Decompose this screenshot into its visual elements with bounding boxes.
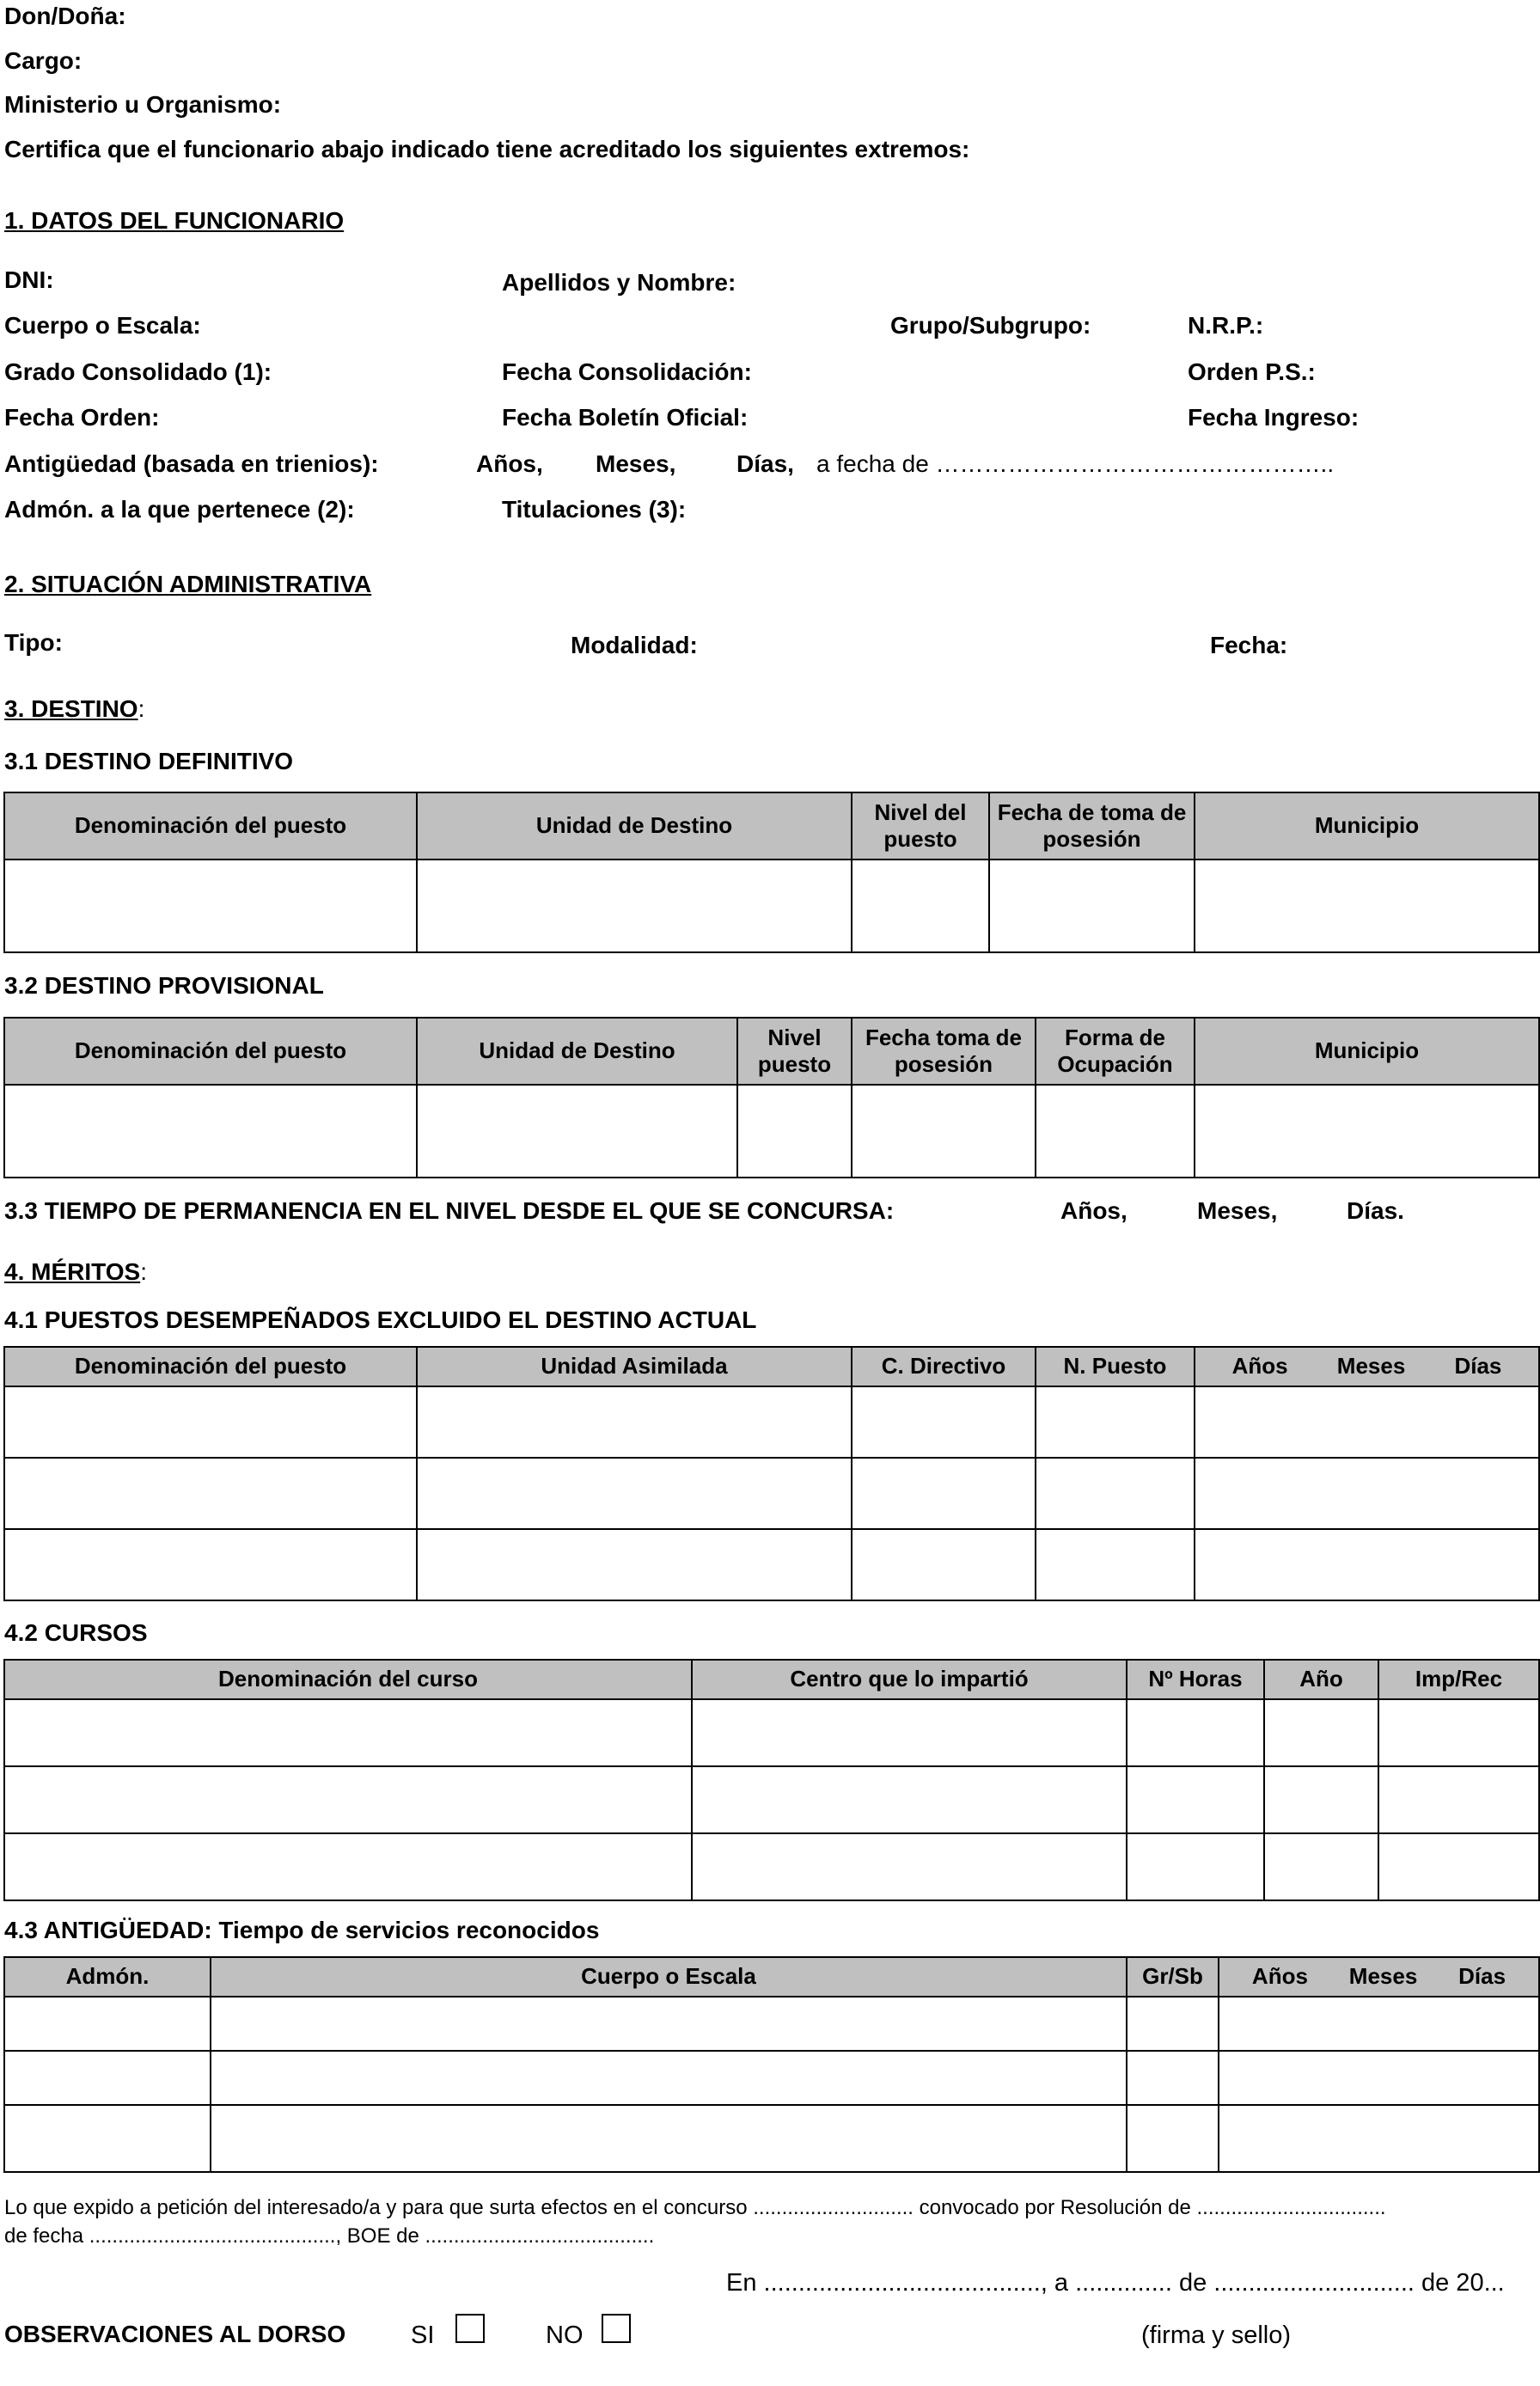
col-fecha-toma-posesion: Fecha toma de posesión: [852, 1018, 1036, 1085]
col-denominacion-puesto: Denominación del puesto: [4, 1018, 417, 1085]
table-cell[interactable]: [1264, 1699, 1378, 1766]
table-cell[interactable]: [4, 1085, 417, 1178]
cargo-label: Cargo:: [4, 47, 82, 74]
table-cell[interactable]: [852, 860, 989, 952]
table-cell[interactable]: [1127, 1766, 1264, 1833]
antiguedad-servicios-title: 4.3 ANTIGÜEDAD: Tiempo de servicios reconocidos: [4, 1917, 600, 1943]
table-row: [4, 1085, 1539, 1178]
section-3-title-text: 3. DESTINO: [4, 695, 138, 722]
col-anos: Años: [1251, 1963, 1308, 1990]
permanencia-title: 3.3 TIEMPO DE PERMANENCIA EN EL NIVEL DESDE EL QUE SE CONCURSA:: [4, 1197, 895, 1224]
destino-definitivo-title: 3.1 DESTINO DEFINITIVO: [4, 748, 294, 774]
permanencia-meses-label: Meses,: [1197, 1197, 1278, 1224]
table-cell[interactable]: [4, 1833, 692, 1900]
table-cell[interactable]: [4, 2051, 211, 2105]
table-row: [4, 860, 1539, 952]
table-cell[interactable]: [1378, 1766, 1539, 1833]
table-cell[interactable]: [692, 1699, 1127, 1766]
table-cell[interactable]: [4, 2105, 211, 2172]
cursos-title: 4.2 CURSOS: [4, 1619, 148, 1646]
col-municipio: Municipio: [1195, 792, 1539, 860]
section-3-colon: :: [138, 695, 145, 722]
firma-sello-text: (firma y sello): [1141, 2322, 1292, 2349]
table-row: [4, 1386, 1539, 1458]
table-cell[interactable]: [1219, 1997, 1539, 2051]
col-dias: Días: [1454, 1353, 1502, 1380]
table-row: [4, 1833, 1539, 1900]
table-cell[interactable]: [417, 1085, 737, 1178]
section-4-title-text: 4. MÉRITOS: [4, 1258, 141, 1285]
col-municipio: Municipio: [1195, 1018, 1539, 1085]
col-nivel-puesto: Nivel puesto: [737, 1018, 852, 1085]
situacion-fecha-label: Fecha:: [1210, 632, 1288, 658]
table-cell[interactable]: [1127, 1833, 1264, 1900]
section-4-colon: :: [140, 1258, 147, 1285]
table-cell[interactable]: [4, 1458, 417, 1529]
col-centro-impartio: Centro que lo impartió: [692, 1660, 1127, 1699]
table-cell[interactable]: [1378, 1833, 1539, 1900]
col-ano: Año: [1264, 1660, 1378, 1699]
grado-label: Grado Consolidado (1):: [4, 358, 272, 385]
table-cell[interactable]: [1195, 1386, 1539, 1458]
expido-text-line-1: Lo que expido a petición del interesado/a y para que surta efectos en el concurso ............................ convocado por Resolución de .................................: [4, 2196, 1386, 2219]
table-cell[interactable]: [1036, 1458, 1195, 1529]
table-cell[interactable]: [852, 1386, 1036, 1458]
observaciones-label: OBSERVACIONES AL DORSO: [4, 2321, 346, 2347]
col-periodo: [1195, 1347, 1539, 1386]
table-cell[interactable]: [1195, 1529, 1539, 1600]
modalidad-label: Modalidad:: [571, 632, 698, 658]
section-1-title: 1. DATOS DEL FUNCIONARIO: [4, 207, 345, 234]
si-checkbox[interactable]: [455, 2314, 485, 2343]
fecha-consolidacion-label: Fecha Consolidación:: [502, 358, 752, 385]
table-cell[interactable]: [1195, 1458, 1539, 1529]
table-cell[interactable]: [211, 2051, 1127, 2105]
table-cell[interactable]: [852, 1085, 1036, 1178]
section-3-title: [4, 697, 144, 721]
table-cell[interactable]: [1195, 860, 1539, 952]
col-meses: Meses: [1348, 1963, 1418, 1990]
col-gr-sb: Gr/Sb: [1127, 1957, 1219, 1997]
antiguedad-anos-label: Años,: [476, 450, 543, 477]
table-cell[interactable]: [1127, 2051, 1219, 2105]
table-cell[interactable]: [4, 860, 417, 952]
table-cell[interactable]: [1127, 2105, 1219, 2172]
expido-text-line-2: de fecha ..........................................., BOE de ........................................: [4, 2224, 655, 2248]
table-cell[interactable]: [4, 1766, 692, 1833]
titulaciones-label: Titulaciones (3):: [502, 496, 687, 523]
table-cell[interactable]: [4, 1529, 417, 1600]
section-2-title: 2. SITUACIÓN ADMINISTRATIVA: [4, 571, 372, 597]
table-row: [4, 1997, 1539, 2051]
table-cell[interactable]: [1378, 1699, 1539, 1766]
col-unidad-asimilada: Unidad Asimilada: [417, 1347, 852, 1386]
table-row: [4, 1529, 1539, 1600]
col-unidad-destino: Unidad de Destino: [417, 1018, 737, 1085]
table-cell[interactable]: [852, 1529, 1036, 1600]
lugar-fecha-text: En ........................................, a .............. de ............................. de 20...: [726, 2269, 1505, 2297]
fecha-ingreso-label: Fecha Ingreso:: [1188, 404, 1360, 431]
col-dias: Días: [1458, 1963, 1506, 1990]
table-cell[interactable]: [1264, 1766, 1378, 1833]
nrp-label: N.R.P.:: [1188, 312, 1264, 339]
table-cell[interactable]: [417, 860, 852, 952]
table-cell[interactable]: [1127, 1997, 1219, 2051]
col-cuerpo-escala: Cuerpo o Escala: [211, 1957, 1127, 1997]
table-cell[interactable]: [1219, 2105, 1539, 2172]
col-denominacion-curso: Denominación del curso: [4, 1660, 692, 1699]
table-cell[interactable]: [852, 1458, 1036, 1529]
puestos-desempenados-title: 4.1 PUESTOS DESEMPEÑADOS EXCLUIDO EL DESTINO ACTUAL: [4, 1306, 757, 1333]
table-cell[interactable]: [989, 860, 1195, 952]
fecha-boletin-label: Fecha Boletín Oficial:: [502, 404, 749, 431]
cursos-table: [3, 1659, 1540, 1901]
table-row: [4, 1766, 1539, 1833]
periodo-group: [1195, 1353, 1538, 1380]
cuerpo-label: Cuerpo o Escala:: [4, 312, 201, 339]
section-4-title: [4, 1260, 147, 1284]
permanencia-anos-label: Años,: [1060, 1197, 1128, 1224]
puestos-desempenados-table: [3, 1346, 1540, 1601]
tipo-label: Tipo:: [4, 629, 63, 656]
table-cell[interactable]: [692, 1766, 1127, 1833]
col-imp-rec: Imp/Rec: [1378, 1660, 1539, 1699]
destino-provisional-title: 3.2 DESTINO PROVISIONAL: [4, 972, 324, 999]
table-row: [4, 2105, 1539, 2172]
orden-ps-label: Orden P.S.:: [1188, 358, 1316, 385]
antiguedad-servicios-table: [3, 1956, 1540, 2173]
dni-label: DNI:: [4, 266, 54, 293]
table-cell[interactable]: [1036, 1085, 1195, 1178]
don-dona-label: Don/Doña:: [4, 3, 126, 29]
col-fecha-toma-posesion: Fecha de toma de posesión: [989, 792, 1195, 860]
fecha-orden-label: Fecha Orden:: [4, 404, 160, 431]
col-admon: Admón.: [4, 1957, 211, 1997]
grupo-label: Grupo/Subgrupo:: [890, 312, 1091, 339]
antiguedad-meses-label: Meses,: [596, 450, 676, 477]
table-row: [4, 1458, 1539, 1529]
table-cell[interactable]: [1036, 1386, 1195, 1458]
col-periodo: [1219, 1957, 1539, 1997]
admon-label: Admón. a la que pertenece (2):: [4, 496, 355, 523]
a-fecha-de-text: a fecha de …………………………………………..: [816, 450, 1335, 477]
table-row: [4, 2051, 1539, 2105]
table-cell[interactable]: [1195, 1085, 1539, 1178]
col-meses: Meses: [1336, 1353, 1406, 1380]
table-cell[interactable]: [417, 1529, 852, 1600]
table-cell[interactable]: [1264, 1833, 1378, 1900]
table-cell[interactable]: [1036, 1529, 1195, 1600]
col-forma-ocupacion: Forma de Ocupación: [1036, 1018, 1195, 1085]
destino-provisional-table: [3, 1017, 1540, 1178]
col-anos: Años: [1231, 1353, 1288, 1380]
table-cell[interactable]: [4, 1386, 417, 1458]
table-cell[interactable]: [1219, 2051, 1539, 2105]
antiguedad-label: Antigüedad (basada en trienios):: [4, 450, 379, 477]
table-cell[interactable]: [692, 1833, 1127, 1900]
table-cell[interactable]: [211, 2105, 1127, 2172]
col-n-horas: Nº Horas: [1127, 1660, 1264, 1699]
table-cell[interactable]: [211, 1997, 1127, 2051]
col-nivel-puesto: Nivel del puesto: [852, 792, 989, 860]
no-checkbox[interactable]: [602, 2314, 631, 2343]
ministerio-label: Ministerio u Organismo:: [4, 91, 282, 118]
no-label: NO: [546, 2322, 584, 2349]
table-cell[interactable]: [417, 1458, 852, 1529]
periodo-group: [1219, 1963, 1538, 1990]
col-denominacion-puesto: Denominación del puesto: [4, 1347, 417, 1386]
col-unidad-destino: Unidad de Destino: [417, 792, 852, 860]
col-denominacion-puesto: Denominación del puesto: [4, 792, 417, 860]
table-cell[interactable]: [737, 1085, 852, 1178]
col-n-puesto: N. Puesto: [1036, 1347, 1195, 1386]
permanencia-dias-label: Días.: [1347, 1197, 1404, 1224]
table-row: [4, 1699, 1539, 1766]
table-cell[interactable]: [1127, 1699, 1264, 1766]
si-label: SI: [411, 2322, 435, 2349]
certifica-text: Certifica que el funcionario abajo indicado tiene acreditado los siguientes extremos:: [4, 136, 970, 162]
table-cell[interactable]: [4, 1997, 211, 2051]
table-cell[interactable]: [4, 1699, 692, 1766]
destino-definitivo-table: [3, 792, 1540, 953]
table-cell[interactable]: [417, 1386, 852, 1458]
antiguedad-dias-label: Días,: [736, 450, 794, 477]
col-c-directivo: C. Directivo: [852, 1347, 1036, 1386]
apellidos-label: Apellidos y Nombre:: [502, 269, 736, 296]
